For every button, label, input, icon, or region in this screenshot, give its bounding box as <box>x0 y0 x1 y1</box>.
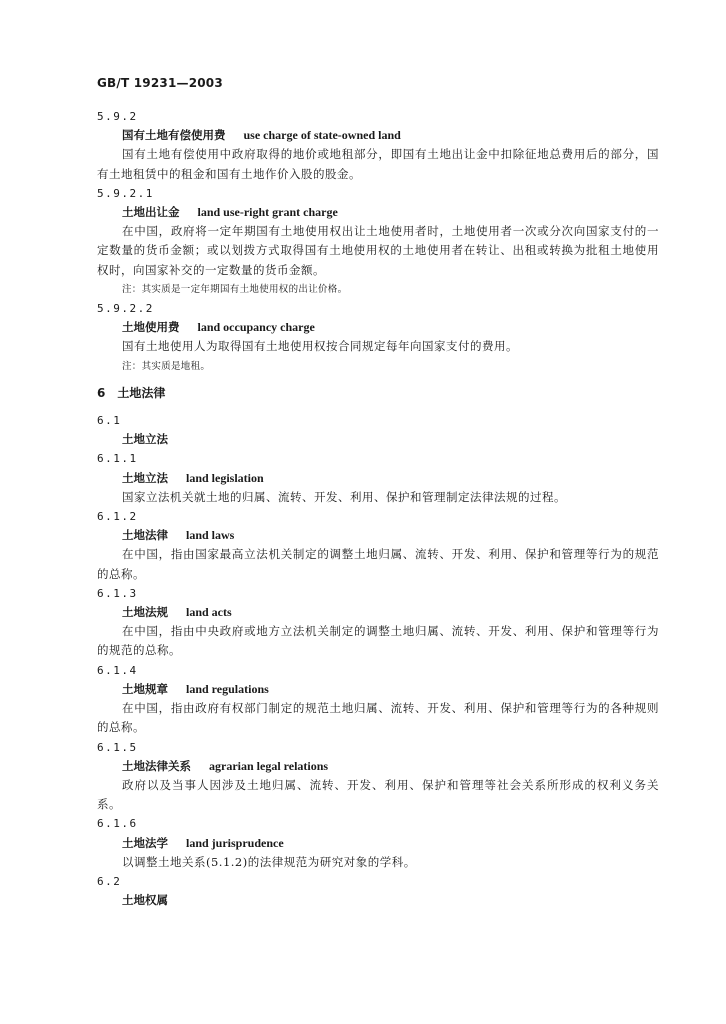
term-line <box>97 834 659 853</box>
clause-number: 6.1 <box>97 414 122 428</box>
term-english: agrarian legal relations <box>209 758 329 773</box>
clause-number: 6.1.3 <box>97 586 138 600</box>
term-definition: 国有土地使用人为取得国有土地使用权按合同规定每年向国家支付的费用。 <box>122 339 518 354</box>
term-chinese: 土地立法 <box>122 432 168 447</box>
term-chinese: 土地立法 <box>122 470 168 485</box>
term-chinese: 国有土地有偿使用费 <box>122 128 226 143</box>
term-chinese: 土地规章 <box>122 681 168 696</box>
term-definition: 国有土地有偿使用中政府取得的地价或地租部分，即国有土地出让金中扣除征地总费用后的部分，国有土地租赁中的租金和国有土地作价入股的股金。 <box>97 147 659 181</box>
clause-5-9-2 <box>97 107 659 184</box>
clause-number: 6.1.2 <box>97 510 138 524</box>
term-definition: 在中国，指由国家最高立法机关制定的调整土地归属、流转、开发、利用、保护和管理等行为的规范的总称。 <box>97 547 659 581</box>
term-chinese: 土地法律 <box>122 528 168 543</box>
term-line <box>97 603 659 622</box>
term-note: 注：其实质是一定年期国有土地使用权的出让价格。 <box>122 283 348 295</box>
clause-6-1-4 <box>97 661 659 738</box>
chapter-title: 土地法律 <box>117 385 166 400</box>
term-english: land jurisprudence <box>186 835 284 850</box>
term-line <box>97 430 659 449</box>
term-definition: 国家立法机关就土地的归属、流转、开发、利用、保护和管理制定法律法规的过程。 <box>122 489 566 504</box>
clause-number: 6.2 <box>97 874 122 888</box>
clause-6-1 <box>97 411 659 449</box>
clause-number: 6.1.5 <box>97 740 138 754</box>
clause-6-2 <box>97 872 659 910</box>
term-line <box>97 203 659 222</box>
term-english: use charge of state-owned land <box>243 128 401 143</box>
term-definition: 在中国，政府将一定年期国有土地使用权出让土地使用者时，土地使用者一次或分次向国家支付的一定数量的货币金额；或以划拨方式取得国有土地使用权的土地使用者在转让、出租或转换为批租土地使用权时，向国家补交的一定数量的货币金额。 <box>97 224 659 277</box>
clause-5-9-2-1 <box>97 184 659 299</box>
term-definition: 以调整土地关系(5.1.2)的法律规范为研究对象的学科。 <box>122 854 416 869</box>
clause-number: 6.1.6 <box>97 817 138 831</box>
term-english: land legislation <box>186 470 264 485</box>
term-chinese: 土地权属 <box>122 893 168 908</box>
term-line <box>97 891 659 910</box>
clause-number: 6.1.1 <box>97 452 138 466</box>
term-note: 注：其实质是地租。 <box>122 360 211 372</box>
clause-number: 5.9.2 <box>97 110 138 123</box>
term-line <box>97 526 659 545</box>
term-english: land laws <box>186 528 235 543</box>
clause-6-1-2 <box>97 507 659 584</box>
term-line <box>97 757 659 776</box>
term-definition: 在中国，指由政府有权部门制定的规范土地归属、流转、开发、利用、保护和管理等行为的各种规则的总称。 <box>97 701 659 735</box>
term-definition: 在中国，指由中央政府或地方立法机关制定的调整土地归属、流转、开发、利用、保护和管理等行为的规范的总称。 <box>97 624 659 658</box>
term-english: land regulations <box>186 681 269 696</box>
term-line <box>97 126 659 145</box>
term-line <box>97 469 659 488</box>
chapter-number: 6 <box>97 385 106 400</box>
term-chinese: 土地使用费 <box>122 320 180 335</box>
chapter-heading <box>97 384 659 403</box>
term-chinese: 土地法规 <box>122 605 168 620</box>
clause-number: 5.9.2.1 <box>97 186 154 200</box>
term-english: land acts <box>186 605 232 620</box>
clause-6-1-3 <box>97 584 659 661</box>
term-chinese: 土地出让金 <box>122 205 180 220</box>
term-chinese: 土地法律关系 <box>122 758 191 773</box>
clause-6-1-6 <box>97 814 659 872</box>
clause-5-9-2-2 <box>97 299 659 376</box>
term-line <box>97 680 659 699</box>
term-chinese: 土地法学 <box>122 835 168 850</box>
document-body <box>97 107 659 910</box>
clause-6-1-1 <box>97 449 659 507</box>
term-line <box>97 318 659 337</box>
clause-number: 5.9.2.2 <box>97 302 154 316</box>
term-english: land use-right grant charge <box>197 205 338 220</box>
clause-number: 6.1.4 <box>97 663 138 677</box>
standard-number: GB/T 19231—2003 <box>97 76 223 90</box>
term-definition: 政府以及当事人因涉及土地归属、流转、开发、利用、保护和管理等社会关系所形成的权利义务关系。 <box>97 777 659 812</box>
term-english: land occupancy charge <box>197 320 315 335</box>
clause-6-1-5 <box>97 738 659 815</box>
